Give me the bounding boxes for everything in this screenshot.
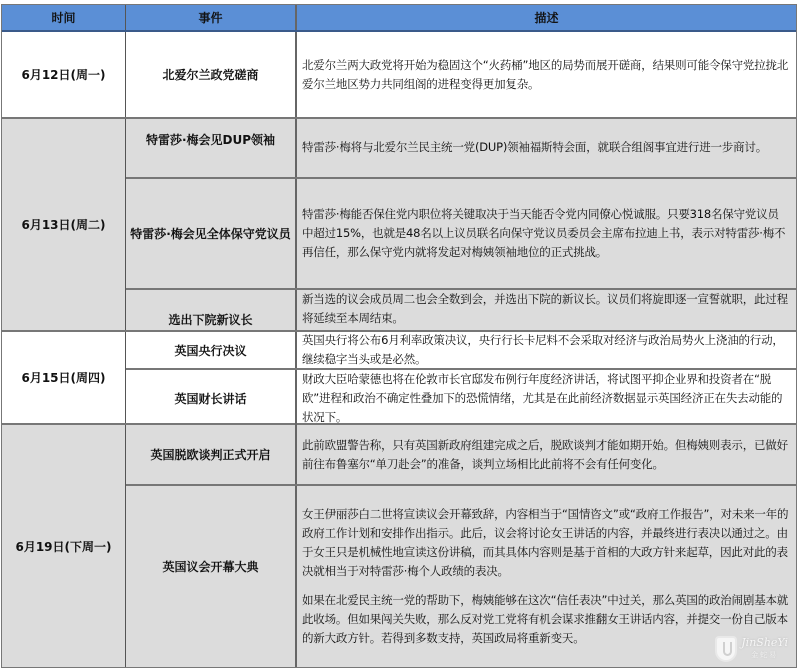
event-cell: 北爱尔兰政党磋商 (126, 32, 297, 117)
events-table (1, 4, 797, 668)
event-cell: 特雷莎·梅会见全体保守党议员 (126, 179, 297, 288)
description-text: 新当选的议会成员周二也会全数到会，并选出下院的新议长。议员们将旋即逐一宣誓就职，此过程将延续至本周结束。 (302, 292, 788, 325)
description-text: 此前欧盟警告称，只有英国新政府组建完成之后，脱欧谈判才能如期开始。但梅姨则表示，已做好前往布鲁塞尔“单刀赴会”的准备，谈判立场相比此前将不会有任何变化。 (302, 437, 788, 471)
date-cell: 6月19日(下周一) (2, 425, 126, 667)
description-cell (297, 370, 796, 427)
group-jun13 (2, 119, 796, 332)
group-jun19 (2, 425, 796, 667)
date-cell: 6月15日(周四) (2, 332, 126, 423)
header-event: 事件 (126, 5, 297, 30)
table-row (126, 332, 796, 370)
table-row (126, 370, 796, 427)
table-row (126, 179, 796, 290)
date-cell: 6月12日(周一) (2, 32, 126, 117)
watermark-subtext: 金蛇易 (751, 651, 779, 659)
group-jun15 (2, 332, 796, 425)
description-text: 英国央行将公布6月利率政策决议，央行行长卡尼料不会采取对经济与政治局势火上浇油的行动，继续稳字当头或是必然。 (302, 333, 784, 366)
description-cell (297, 119, 796, 177)
event-cell: 英国脱欧谈判正式开启 (126, 425, 297, 484)
event-cell: 选出下院新议长 (126, 290, 297, 330)
description-cell (297, 179, 796, 288)
table-row (126, 32, 796, 117)
event-cell: 英国议会开幕大典 (126, 486, 297, 667)
table-row (126, 290, 796, 330)
description-cell (297, 425, 796, 484)
watermark (715, 636, 788, 662)
header-time: 时间 (2, 5, 126, 30)
description-cell (297, 332, 796, 368)
table-header (2, 5, 796, 32)
description-text: 特雷莎·梅将与北爱尔兰民主统一党(DUP)领袖福斯特会面，就联合组阁事宜进行进一步商讨。 (302, 140, 768, 155)
description-text: 财政大臣哈蒙德也将在伦敦市长官邸发布例行年度经济讲话，将试图平抑企业界和投资者在“脱欧”进程和政治不确定性叠加下的恐慌情绪，尤其是在此前经济数据显示英国经济正在失去动能的状况下。 (302, 372, 783, 424)
event-cell: 英国央行决议 (126, 332, 297, 368)
description-text: 特雷莎·梅能否保住党内职位将关键取决于当天能否令党内同僚心悦诚服。只要318名保守党议员中超过15%，也就是48名以上议员联名向保守党议员委员会主席布拉迪上书，表示对特雷莎·梅不再信任，那么保守党内就将发起对梅姨领袖地位的正式挑战。 (302, 206, 786, 259)
table-row (126, 425, 796, 486)
description-cell (297, 32, 796, 117)
description-text: 北爱尔兰两大政党将开始为稳固这个“火药桶”地区的局势而展开磋商，结果则可能令保守党拉拢北爱尔兰地区势力共同组阁的进程变得更加复杂。 (302, 57, 789, 91)
table-row (126, 486, 796, 667)
description-cell (297, 290, 796, 330)
event-cell: 特雷莎·梅会见DUP领袖 (126, 119, 297, 177)
description-text: 如果在北爱民主统一党的帮助下，梅姨能够在这次“信任表决”中过关，那么英国的政治闹剧基本就此收场。但如果闯关失败，那么反对党工党将有机会谋求推翻女王讲话内容，并提交一份自己版本的新大政方针。若得到多数支持，英国政局将重新变天。 (302, 593, 789, 645)
watermark-logo-icon (715, 636, 737, 662)
date-cell: 6月13日(周二) (2, 119, 126, 330)
watermark-text: JinSheYi (741, 636, 788, 649)
group-jun12 (2, 32, 796, 119)
table-row (126, 119, 796, 179)
event-cell: 英国财长讲话 (126, 370, 297, 427)
header-description: 描述 (534, 11, 559, 25)
description-text: 女王伊丽莎白二世将宣读议会开幕致辞，内容相当于“国情咨文”或“政府工作报告”，对未来一年的政府工作计划和安排作出指示。此后，议会将讨论女王讲话的内容，并最终进行表决以通过之。由于女王只是机械性地宣读这份讲稿，而其具体内容则是基于首相的大政方针来起草，因此对此的表决就相当于对特雷莎·梅个人政绩的表决。 (302, 507, 789, 578)
